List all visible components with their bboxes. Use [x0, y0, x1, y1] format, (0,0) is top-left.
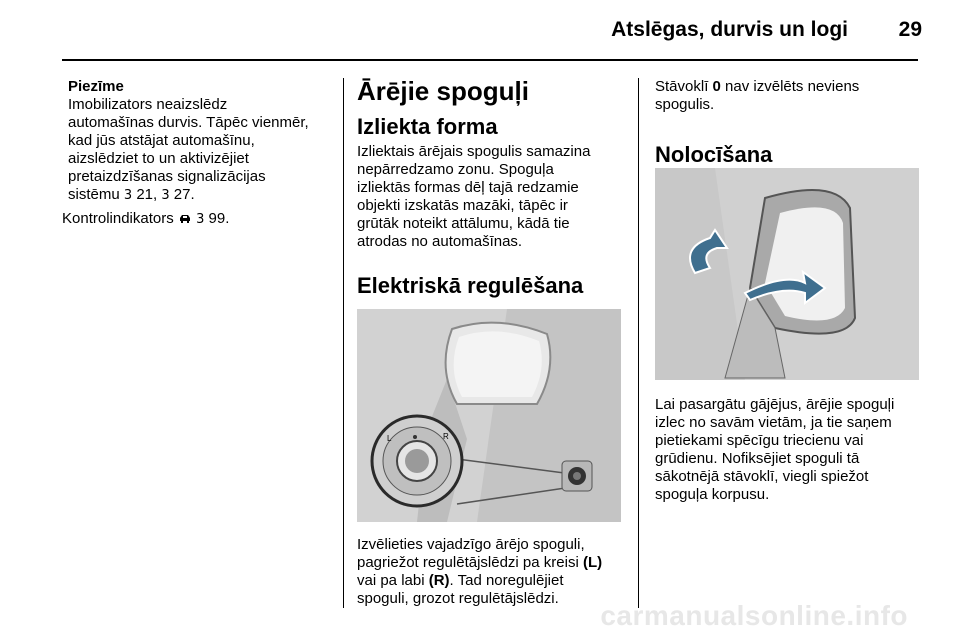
note-line: aizslēdziet to un aktivizējiet [68, 150, 249, 167]
page-ref-icon: 3 [161, 188, 170, 203]
indicator-line: Kontrolindikators 3 99. [62, 210, 230, 227]
paragraph: Izliektais ārējais spogulis samazina nepārredzamo zonu. Spoguļa izliektās formas dēļ tajā redzamie objekti izskatās mazāki, tāpēc ir grūtāk noteikt attālumu, kādā tie atrodas no automašīnas. [357, 143, 591, 250]
note-block [68, 78, 330, 205]
subsection-heading: Elektriskā regulēšana [357, 273, 584, 298]
subsection-heading: Izliekta forma [357, 114, 498, 139]
subsection-heading: Nolocīšana [655, 142, 773, 167]
note-line: Imobilizators neaizslēdz [68, 96, 228, 113]
note-line: kad jūs atstājat automašīnu, [68, 132, 255, 149]
column-divider-2 [638, 78, 639, 608]
page-ref-icon: 3 [196, 212, 205, 227]
page-header-title: Atslēgas, durvis un logi [611, 18, 848, 41]
page-ref-icon: 3 [123, 188, 133, 203]
note-line: pretaizdzīšanas signalizācijas [68, 168, 266, 185]
page-ref-link[interactable]: 27 [173, 186, 191, 203]
page-ref-link[interactable]: 21 [136, 186, 153, 203]
switch-label-L: L [387, 434, 392, 443]
column-divider-1 [343, 78, 344, 608]
mirror-folding-illustration [655, 168, 919, 380]
paragraph: Stāvoklī 0 nav izvēlēts neviens spogulis. [655, 78, 860, 113]
note-line: automašīnas durvis. Tāpēc vienmēr, [68, 114, 309, 131]
page-ref-link[interactable]: 99 [208, 210, 226, 227]
header-rule [62, 59, 918, 61]
watermark: carmanualsonline.info [600, 600, 908, 631]
car-alarm-indicator-icon [178, 210, 192, 227]
note-label: Piezīme [68, 78, 124, 95]
column-2 [357, 76, 625, 299]
section-title: Ārējie spoguļi [357, 76, 529, 106]
paragraph: Lai pasargātu gājējus, ārējie spoguļi izlec no savām vietām, ja tie saņem pietiekami spēcīgu triecienu vai grūdienu. Nofiksējiet spoguli tā sākotnējā stāvoklī, viegli spiežot spoguļa korpusu. [655, 396, 895, 503]
switch-label-R: R [443, 432, 449, 441]
mirror-adjustment-illustration [357, 309, 621, 522]
page-number: 29 [898, 18, 922, 41]
note-line-refs: sistēmu 3 21, 3 27. [68, 186, 195, 203]
column-3 [655, 78, 923, 168]
figure-caption: Izvēlieties vajadzīgo ārējo spoguli, pagriežot regulētājslēdzi pa kreisi (L) vai pa labi (R). Tad noregulējiet spoguli, grozot regulētājslēdzi. [357, 536, 603, 607]
